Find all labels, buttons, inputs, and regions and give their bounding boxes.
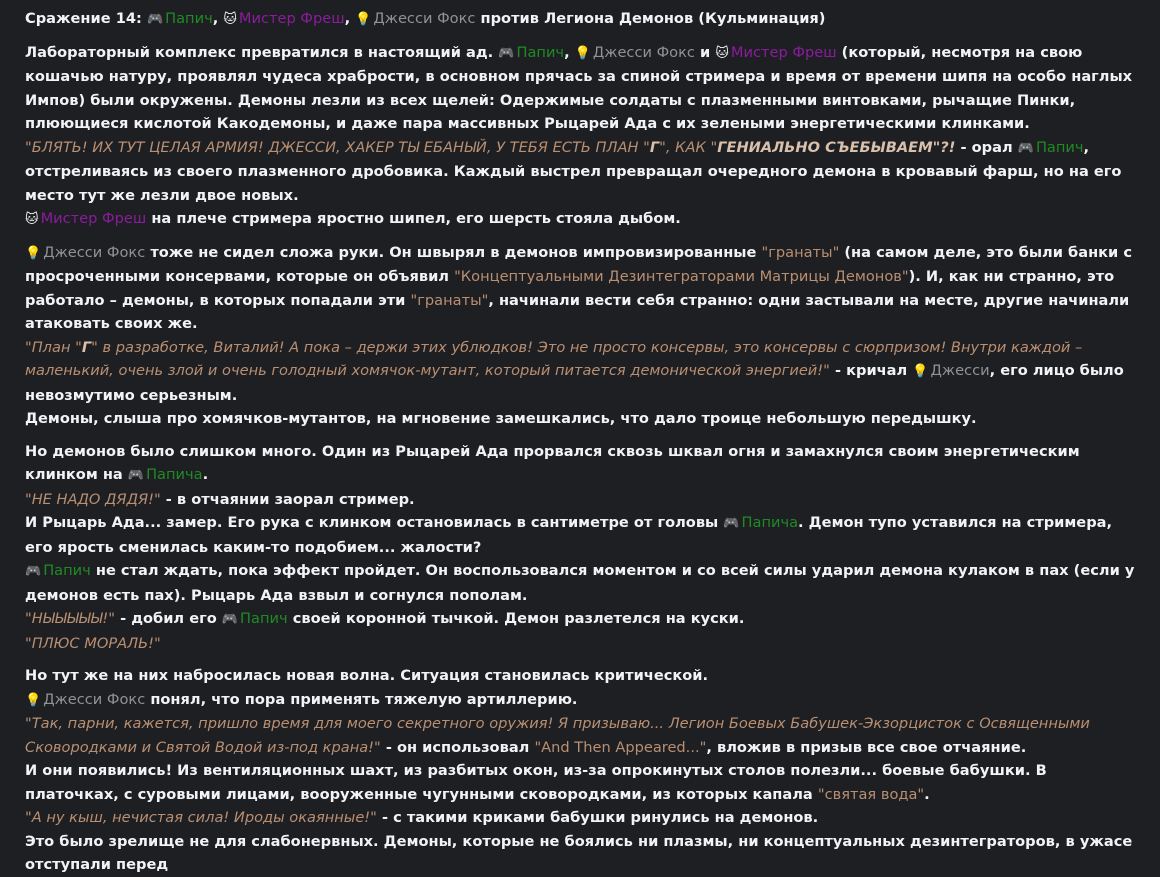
chat-message-content xyxy=(25,7,1141,877)
name-papich: Папич xyxy=(240,610,288,627)
text: - орал xyxy=(960,138,1013,156)
lightbulb-icon: 💡 xyxy=(574,45,591,61)
text: , отстреливаясь из своего плазменного дробовика. Каждый выстрел превращал очередного демона в кровавый фарш, но на его место тут же лезли двое новых. xyxy=(25,138,1122,204)
appeared-term: "And Then Appeared..." xyxy=(534,738,707,756)
text: . xyxy=(924,785,930,803)
text: Но тут же на них набросилась новая волна. Ситуация становилась критической. xyxy=(25,667,709,684)
gamepad-icon: 🎮 xyxy=(146,12,164,27)
text: понял, что пора применять тяжелую артиллерию. xyxy=(150,690,578,708)
paragraph xyxy=(25,664,1141,877)
title-separator: , xyxy=(344,10,351,27)
name-papich: Папич xyxy=(516,43,565,61)
lightbulb-icon: 💡 xyxy=(25,692,42,708)
grenades-term: "гранаты" xyxy=(410,291,489,309)
text: тоже не сидел сложа руки. Он швырял в демонов импровизированные xyxy=(150,243,757,261)
quote-bold: "?! xyxy=(932,138,956,156)
text: Это было зрелище не для слабонервных. Демоны, которые не боялись ни плазмы, ни концептуальных дезинтеграторов, в ужасе отступали перед xyxy=(25,832,1133,873)
text: Лабораторный комплекс превратился в настоящий ад. xyxy=(25,43,494,61)
text: ). И, как ни странно, это работало – демоны, в которых попадали эти xyxy=(25,268,1115,309)
lightbulb-icon: 💡 xyxy=(25,245,42,261)
text: , его лицо было невозмутимо серьезным. xyxy=(25,362,1124,404)
text: Но демонов было слишком много. Один из Рыцарей Ада прорвался сквозь шквал огня и замахнулся своим энергетическим клинком на xyxy=(25,442,1080,483)
cat-icon: 🐱 xyxy=(715,45,729,61)
quote-bold: ГЕНИАЛЬНО СЪЕБЫВАЕМ xyxy=(717,138,933,156)
name-fresh: Мистер Фреш xyxy=(238,10,345,27)
lightbulb-icon: 💡 xyxy=(912,364,929,379)
text: , начинали вести себя странно: одни застывали на месте, другие начинали атаковать своих же. xyxy=(25,291,1130,332)
paragraph xyxy=(25,440,1141,656)
quote: "БЛЯТЬ! ИХ ТУТ ЦЕЛАЯ АРМИЯ! ДЖЕССИ, ХАКЕР ТЫ ЕБАНЫЙ, У ТЕБЯ ЕСТЬ ПЛАН " xyxy=(25,138,650,156)
quote-bold: Г xyxy=(81,338,92,356)
name-jessie: Джесси Фокс xyxy=(592,43,695,61)
text: . xyxy=(202,466,209,483)
gamepad-icon: 🎮 xyxy=(25,564,42,579)
text: - он использовал xyxy=(385,738,530,756)
title-separator: , xyxy=(212,10,219,27)
battle-title xyxy=(25,7,1141,32)
paragraph xyxy=(25,241,1141,431)
name-papich: Папич xyxy=(43,562,91,579)
title-suffix: против Легиона Демонов (Кульминация) xyxy=(480,10,826,27)
name-jessie: Джесси xyxy=(930,362,990,379)
text: , xyxy=(564,43,570,61)
paragraph xyxy=(25,41,1141,136)
quote: "НЕ НАДО ДЯДЯ!" xyxy=(25,490,161,508)
text: . Демон тупо уставился на стримера, его ярость сменилась каким-то подобием... жалости? xyxy=(25,514,1113,556)
quote-bold: Г xyxy=(649,138,660,156)
name-jessie: Джесси Фокс xyxy=(43,690,146,708)
name-papich: Папича xyxy=(146,466,203,483)
text: (на самом деле, это были банки с просроченными консервами, которые он объявил xyxy=(25,243,1133,285)
concept-term: "Концептуальными Дезинтеграторами Матрицы Демонов" xyxy=(454,268,909,285)
text: И Рыцарь Ада... замер. Его рука с клинком остановилась в сантиметре от головы xyxy=(25,514,719,531)
text: на плече стримера яростно шипел, его шерсть стояла дыбом. xyxy=(151,210,681,227)
gamepad-icon: 🎮 xyxy=(221,612,239,627)
text: своей коронной тычкой. Демон разлетелся на куски. xyxy=(292,610,745,627)
gamepad-icon: 🎮 xyxy=(498,45,515,61)
quote: "НЫЫЫЫЫ!" xyxy=(25,610,115,627)
text: - добил его xyxy=(120,610,217,627)
name-jessie: Джесси Фокс xyxy=(43,243,146,261)
name-fresh: Мистер Фреш xyxy=(40,210,147,227)
name-papich: Папича xyxy=(741,514,799,531)
quote: ", КАК " xyxy=(659,138,718,156)
grenades-term: "гранаты" xyxy=(761,243,840,261)
name-papich: Папич xyxy=(1035,138,1084,156)
paragraph xyxy=(25,136,1141,232)
text: не стал ждать, пока эффект пройдет. Он воспользовался моментом и со всей силы ударил демона кулаком в пах (если у демонов есть пах). Рыцарь Ада взвыл и согнулся пополам. xyxy=(25,562,1135,604)
cat-icon: 🐱 xyxy=(223,12,237,27)
text: и xyxy=(700,43,711,61)
text: - с такими криками бабушки ринулись на демонов. xyxy=(381,809,819,826)
title-prefix: Сражение 14: xyxy=(25,10,142,27)
quote: "Так, парни, кажется, пришло время для моего секретного оружия! Я призываю... Легион Боевых Бабушек-Экзорцисток с Освященными Сковородками и Святой Водой из-под крана!" xyxy=(25,715,1090,756)
text: Демоны, слыша про хомячков-мутантов, на мгновение замешкались, что дало троице небольшую передышку. xyxy=(25,410,977,427)
text: (который, несмотря на свою кошачью натуру, проявлял чудеса храбрости, в основном прячась за спиной стримера и время от времени шипя на особо наглых Импов) были окружены. Демоны лезли из всех щелей: Одержимые солдаты с плазменными винтовками, рычащие Пинки, плюющиеся кислотой Какодемоны, и даже пара массивных Рыцарей Ада с их зелеными энергетическими клинками. xyxy=(25,43,1133,132)
gamepad-icon: 🎮 xyxy=(723,516,740,531)
name-fresh: Мистер Фреш xyxy=(730,43,837,61)
text: - кричал xyxy=(834,362,908,379)
quote: " в разработке, Виталий! А пока – держи этих ублюдков! Это не просто консервы, это консервы с сюрпризом! Внутри каждой – маленький, очень злой и очень голодный хомячок-мутант, который питается демонической энергией!" xyxy=(25,338,1083,379)
quote: "План " xyxy=(25,338,82,356)
gamepad-icon: 🎮 xyxy=(1017,140,1034,156)
cat-icon: 🐱 xyxy=(25,212,39,227)
name-papich: Папич xyxy=(165,10,213,27)
quote: "А ну кыш, нечистая сила! Ироды окаянные!" xyxy=(25,809,377,826)
holy-water-term: "святая вода" xyxy=(817,785,925,803)
text: И они появились! Из вентиляционных шахт, из разбитых окон, из-за опрокинутых столов полезли... боевые бабушки. В платочках, с суровыми лицами, вооруженные чугунными сковородками, из которых капала xyxy=(25,762,1047,803)
name-jessie: Джесси Фокс xyxy=(373,10,476,27)
gamepad-icon: 🎮 xyxy=(127,468,145,483)
quote: "ПЛЮС МОРАЛЬ!" xyxy=(25,634,161,652)
text: - в отчаянии заорал стример. xyxy=(165,490,415,508)
lightbulb-icon: 💡 xyxy=(355,12,372,27)
text: , вложив в призыв все свое отчаяние. xyxy=(706,738,1027,756)
